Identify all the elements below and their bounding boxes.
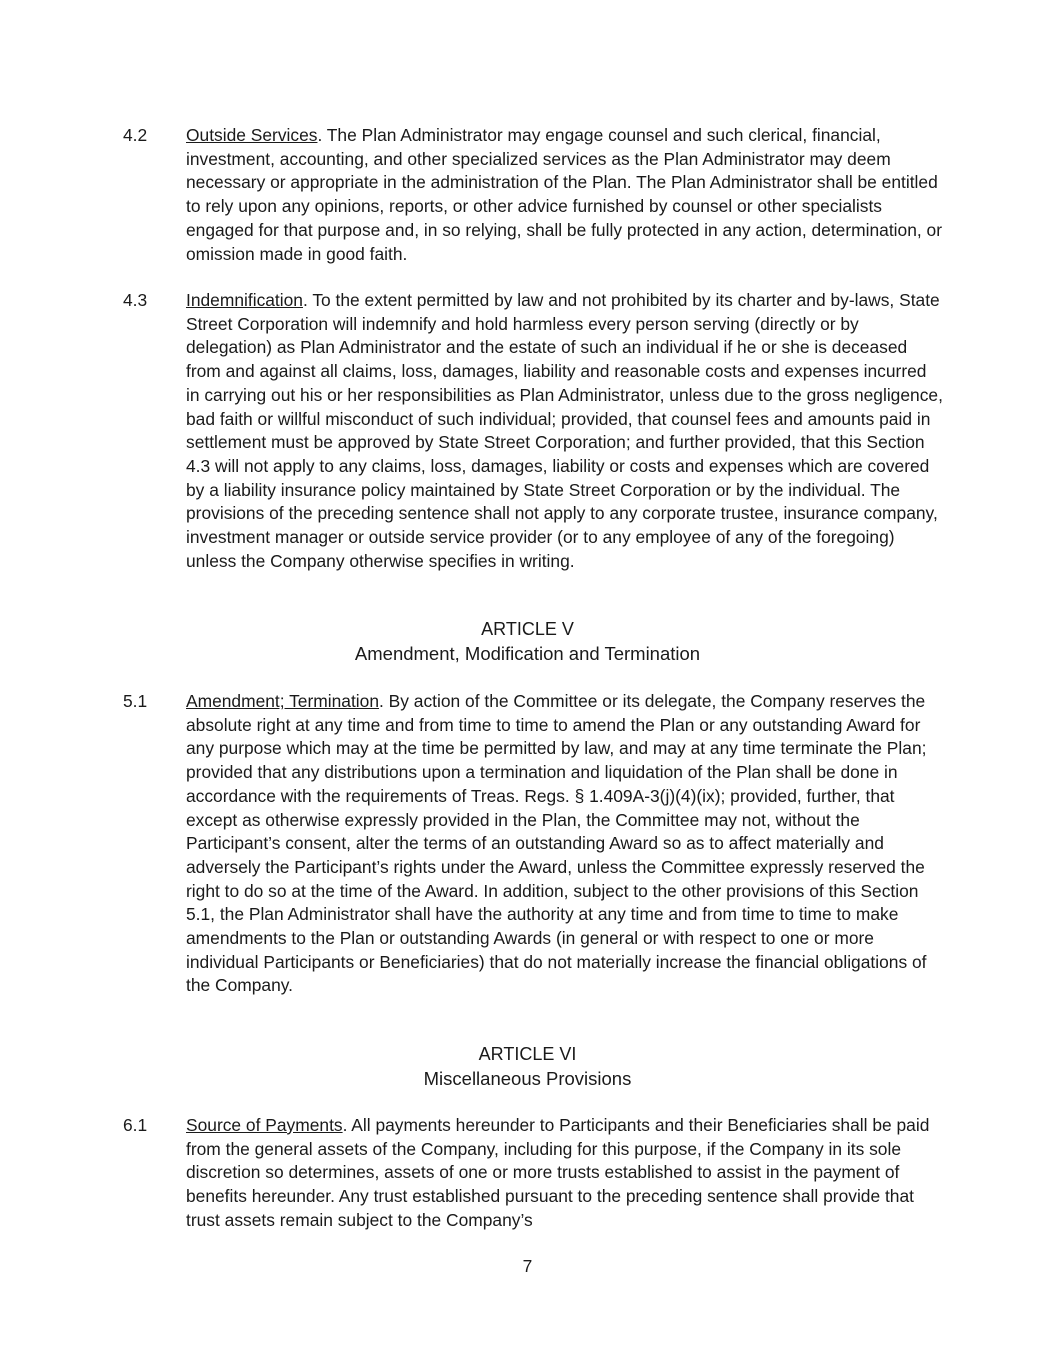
section-number: 5.1 (123, 691, 148, 711)
article-title: Amendment, Modification and Termination (354, 642, 701, 664)
section-heading: Amendment; Termination (186, 691, 380, 711)
article-label: ARTICLE V (481, 619, 574, 639)
article-6-header (0, 1042, 1055, 1091)
section-4-3 (123, 289, 943, 573)
section-4-2 (123, 124, 943, 266)
section-body (186, 690, 943, 998)
article-label: ARTICLE VI (478, 1044, 577, 1064)
section-text: . The Plan Administrator may engage counsel and such clerical, financial, investment, accounting, and other specialized services as the Plan Administrator may deem necessary or appropriate in the administration of the Plan. The Plan Administrator shall be entitled to rely upon any opinions, reports, or other advice furnished by counsel or other specialists engaged for that purpose and, in so relying, shall be fully protected in any action, determination, or omission made in good faith. (186, 125, 942, 264)
section-text: . All payments hereunder to Participants and their Beneficiaries shall be paid from the general assets of the Company, including for this purpose, if the Company in its sole discretion so determines, assets of one or more trusts established to assist in the payment of benefits hereunder. Any trust established pursuant to the preceding sentence shall provide that trust assets remain subject to the Company’s (186, 1115, 930, 1230)
section-number: 4.3 (123, 290, 148, 310)
article-5-header (0, 617, 1055, 666)
section-number: 6.1 (123, 1115, 148, 1135)
section-heading: Indemnification (186, 290, 303, 310)
section-text: . To the extent permitted by law and not prohibited by its charter and by-laws, State Street Corporation will indemnify and hold harmless every person serving (directly or by delegation) as Plan Administrator and the estate of such an individual if he or she is deceased from and against all claims, loss, damages, liability and reasonable costs and expenses incurred in carrying out his or her responsibilities as Plan Administrator, unless due to the gross negligence, bad faith or willful misconduct of such individual; provided, that counsel fees and amounts paid in settlement must be approved by State Street Corporation; and further provided, that this Section 4.3 will not apply to any claims, loss, damages, liability or costs and expenses which are covered by a liability insurance policy maintained by State Street Corporation or by the individual. The provisions of the preceding sentence shall not apply to any corporate trustee, insurance company, investment manager or outside service provider (or to any employee of any of the foregoing) unless the Company otherwise specifies in writing. (186, 290, 943, 571)
section-6-1 (123, 1114, 943, 1233)
section-body (186, 124, 943, 266)
section-body (186, 289, 943, 573)
page-number: 7 (522, 1256, 533, 1276)
section-number: 4.2 (123, 125, 148, 145)
section-text: . By action of the Committee or its delegate, the Company reserves the absolute right at any time and from time to time to amend the Plan or any outstanding Award for any purpose which may at the time be permitted by law, and may at any time terminate the Plan; provided that any distributions upon a termination and liquidation of the Plan shall be done in accordance with the requirements of Treas. Regs. § 1.409A-3(j)(4)(ix); provided, further, that except as otherwise expressly provided in the Plan, the Committee may not, without the Participant’s consent, alter the terms of an outstanding Award so as to affect materially and adversely the Participant’s rights under the Award, unless the Committee expressly reserved the right to do so at the time of the Award. In addition, subject to the other provisions of this Section 5.1, the Plan Administrator shall have the authority at any time and from time to time to make amendments to the Plan or outstanding Awards (in general or with respect to one or more individual Participants or Beneficiaries) that do not materially increase the financial obligations of the Company. (186, 691, 927, 996)
section-body (186, 1114, 943, 1233)
section-5-1 (123, 690, 943, 998)
section-heading: Outside Services (186, 125, 318, 145)
article-title: Miscellaneous Provisions (423, 1067, 632, 1089)
section-heading: Source of Payments (186, 1115, 343, 1135)
